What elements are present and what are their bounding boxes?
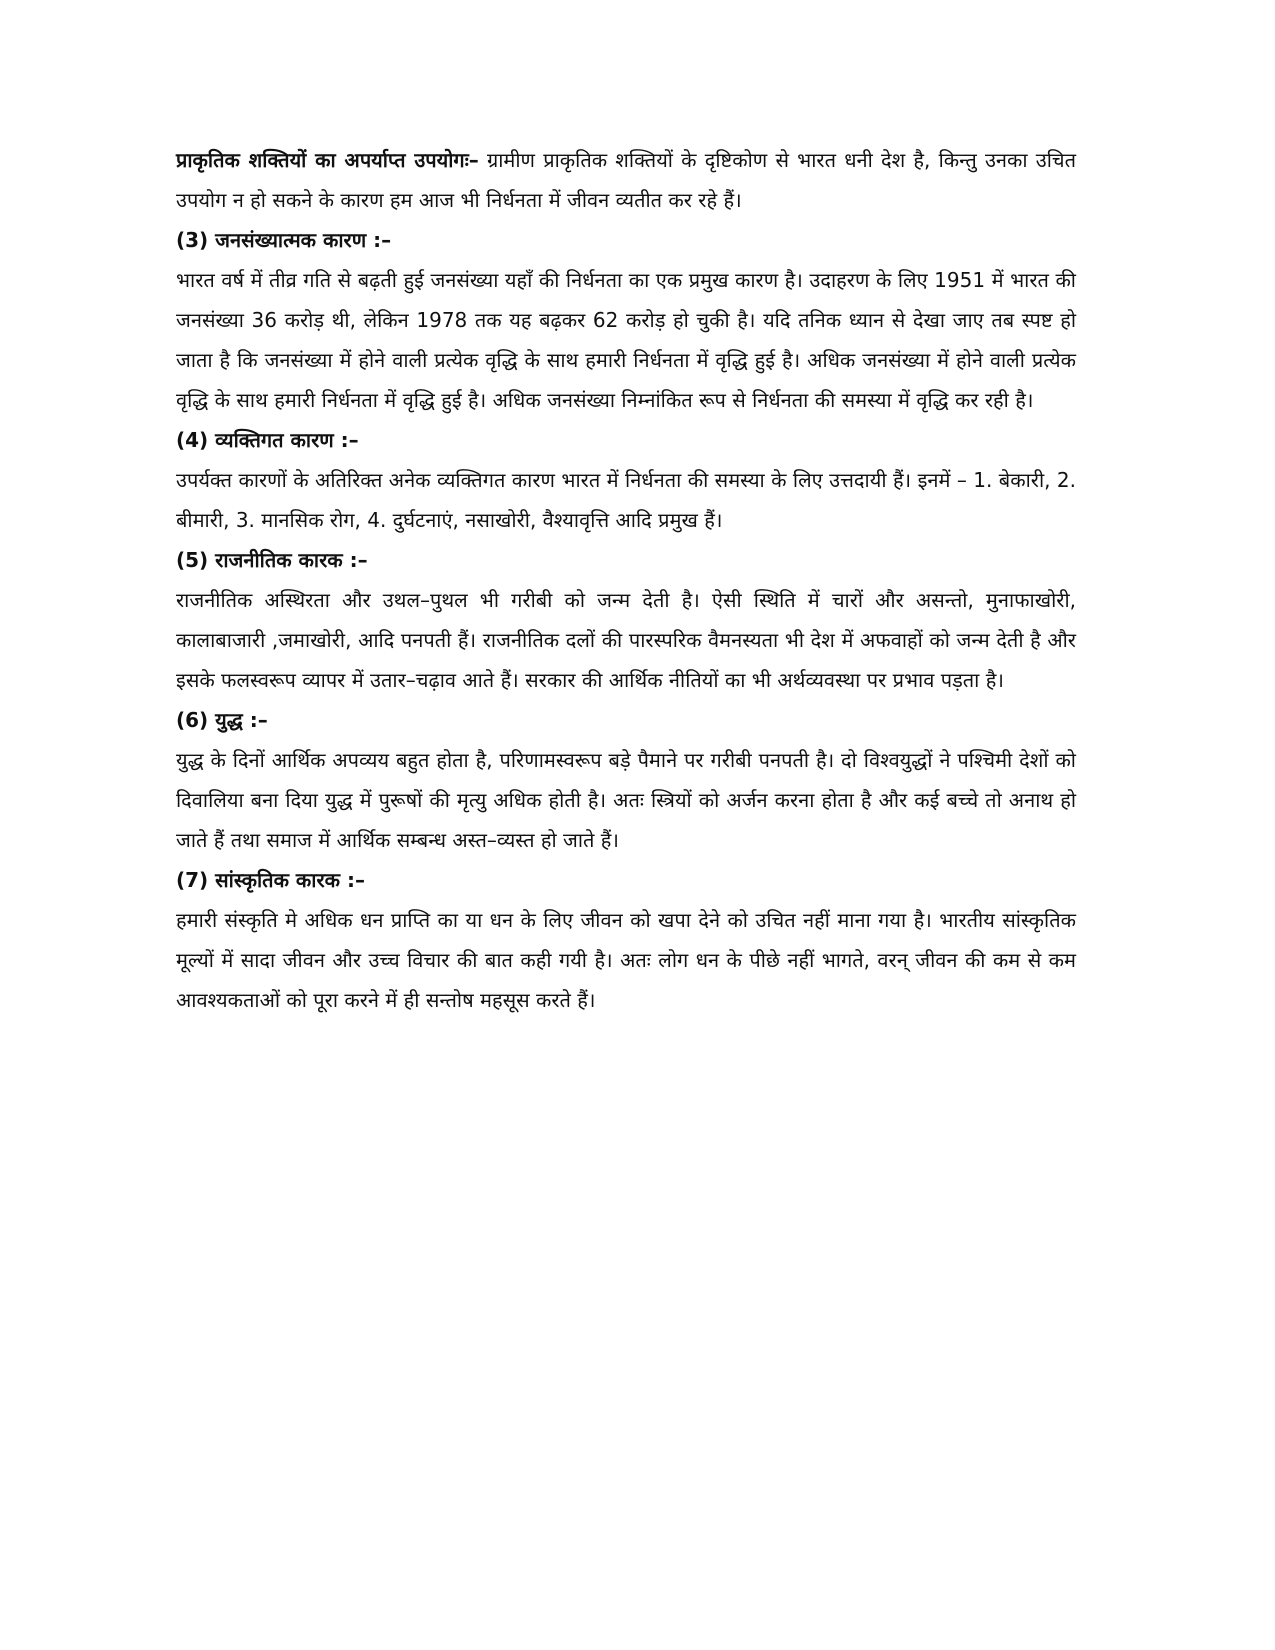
document-page <box>176 140 1076 1020</box>
intro-text: ग्रामीण प्राकृतिक शक्तियों के दृष्टिकोण से भारत धनी देश है, किन्तु उनका उचित उपयोग न हो सकने के कारण हम आज भी निर्धनता में जीवन व्यतीत कर रहे हैं। <box>176 148 1076 212</box>
section-body-6: युद्ध के दिनों आर्थिक अपव्यय बहुत होता है, परिणामस्वरूप बड़े पैमाने पर गरीबी पनपती है। दो विश्वयुद्धों ने पश्चिमी देशों को दिवालिया बना दिया युद्ध में पुरूषों की मृत्यु अधिक होती है। अतः स्त्रियों को अर्जन करना होता है और कई बच्चे तो अनाथ हो जाते हैं तथा समाज में आर्थिक सम्बन्ध अस्त–व्यस्त हो जाते हैं। <box>176 748 1076 852</box>
section-heading-7: (7) सांस्कृतिक कारक :– <box>176 868 365 892</box>
intro-lead: प्राकृतिक शक्तियों का अपर्याप्त उपयोगः– <box>176 148 479 172</box>
section-body-3: भारत वर्ष में तीव्र गति से बढ़ती हुई जनसंख्या यहाँ की निर्धनता का एक प्रमुख कारण है। उदाहरण के लिए 1951 में भारत की जनसंख्या 36 करोड़ थी, लेकिन 1978 तक यह बढ़कर 62 करोड़ हो चुकी है। यदि तनिक ध्यान से देखा जाए तब स्पष्ट हो जाता है कि जनसंख्या में होने वाली प्रत्येक वृद्धि के साथ हमारी निर्धनता में वृद्धि हुई है। अधिक जनसंख्या में होने वाली प्रत्येक वृद्धि के साथ हमारी निर्धनता में वृद्धि हुई है। अधिक जनसंख्या निम्नांकित रूप से निर्धनता की समस्या में वृद्धि कर रही है। <box>176 268 1076 412</box>
intro-paragraph <box>176 140 1076 220</box>
section-heading-4: (4) व्यक्तिगत कारण :– <box>176 428 359 452</box>
section-heading-6: (6) युद्ध :– <box>176 708 268 732</box>
section-body-4: उपर्यक्त कारणों के अतिरिक्त अनेक व्यक्तिगत कारण भारत में निर्धनता की समस्या के लिए उत्तदायी हैं। इनमें – 1. बेकारी, 2. बीमारी, 3. मानसिक रोग, 4. दुर्घटनाएं, नसाखोरी, वैश्यावृत्ति आदि प्रमुख हैं। <box>176 468 1076 532</box>
section-body-7: हमारी संस्कृति मे अधिक धन प्राप्ति का या धन के लिए जीवन को खपा देने को उचित नहीं माना गया है। भारतीय सांस्कृतिक मूल्यों में सादा जीवन और उच्च विचार की बात कही गयी है। अतः लोग धन के पीछे नहीं भागते, वरन् जीवन की कम से कम आवश्यकताओं को पूरा करने में ही सन्तोष महसूस करते हैं। <box>176 908 1076 1012</box>
section-body-5: राजनीतिक अस्थिरता और उथल–पुथल भी गरीबी को जन्म देती है। ऐसी स्थिति में चारों और असन्तो, मुनाफाखोरी, कालाबाजारी ,जमाखोरी, आदि पनपती हैं। राजनीतिक दलों की पारस्परिक वैमनस्यता भी देश में अफवाहों को जन्म देती है और इसके फलस्वरूप व्यापर में उतार–चढ़ाव आते हैं। सरकार की आर्थिक नीतियों का भी अर्थव्यवस्था पर प्रभाव पड़ता है। <box>176 588 1076 692</box>
section-heading-5: (5) राजनीतिक कारक :– <box>176 548 368 572</box>
section-heading-3: (3) जनसंख्यात्मक कारण :– <box>176 228 392 252</box>
